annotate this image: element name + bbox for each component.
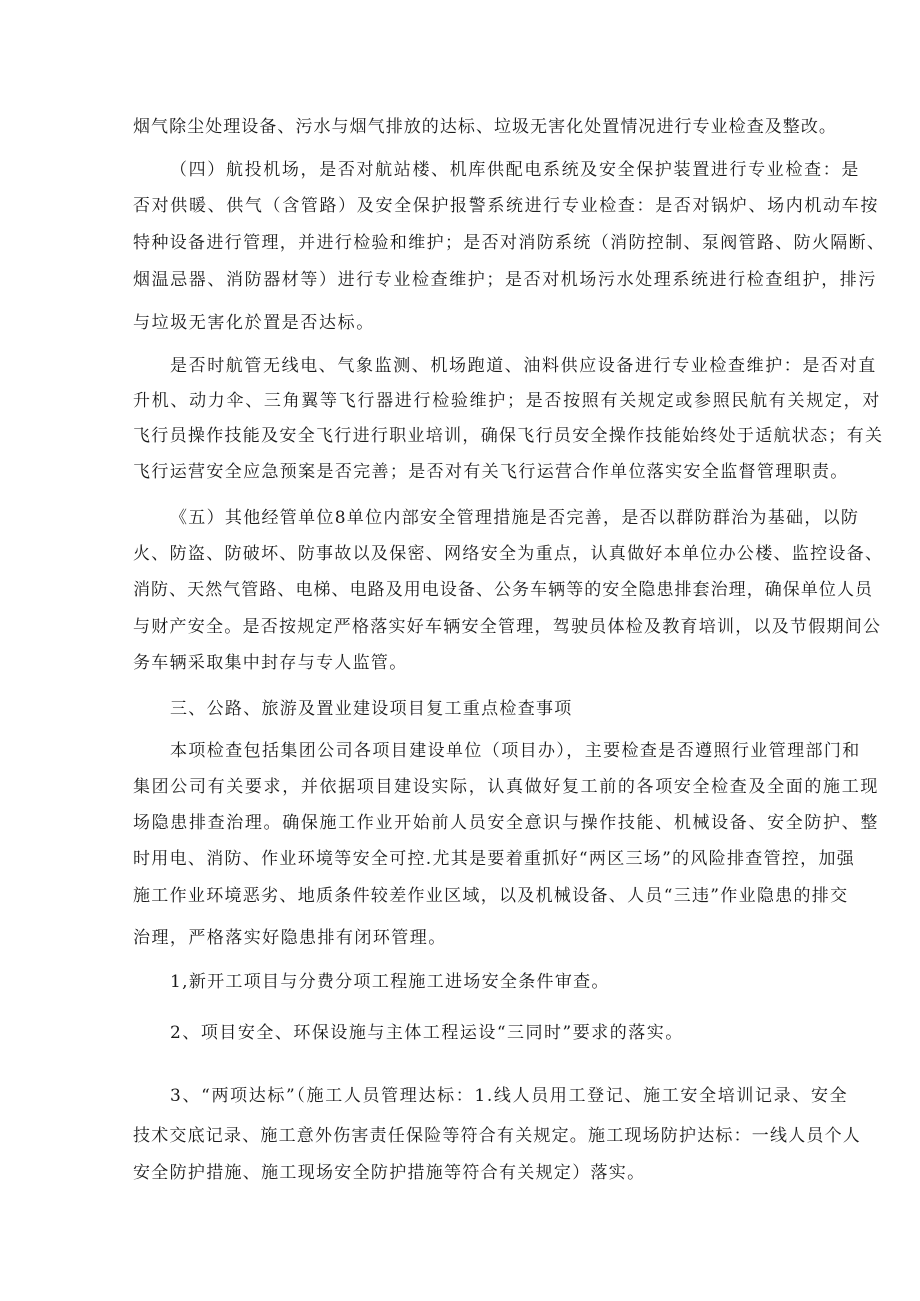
- paragraph-line: 施工作业环境恶劣、地质条件较差作业区域，以及机械设备、人员“三违”作业隐患的排交: [133, 886, 849, 906]
- paragraph-line: 本项检查包括集团公司各项目建设单位（项目办），主要检查是否遵照行业管理部门和: [170, 741, 861, 761]
- paragraph-line: 否对供暖、供气（含管路）及安全保护报警系统进行专业检查：是否对锅炉、场内机动车按: [133, 196, 879, 216]
- paragraph-line: 特种设备进行管理，并进行检验和维护；是否对消防系统（消防控制、泵阀管路、防火隔断、: [133, 233, 886, 253]
- paragraph-line: 飞行员操作技能及安全飞行进行职业培训，确保飞行员安全操作技能始终处于适航状态；有关: [133, 426, 884, 446]
- list-item: 1,新开工项目与分费分项工程施工进场安全条件审查。: [170, 972, 610, 992]
- paragraph-line: 集团公司有关要求，并依据项目建设实际，认真做好复工前的各项安全检查及全面的施工现: [133, 777, 879, 797]
- paragraph-line: 飞行运营安全应急预案是否完善；是否对有关飞行运营合作单位落实安全监督管理职责。: [133, 462, 849, 482]
- section-heading: 三、公路、旅游及置业建设项目复工重点检查事项: [170, 699, 573, 719]
- paragraph-line: 场隐患排查治理。确保施工作业开始前人员安全意识与操作技能、机械设备、安全防护、整: [133, 813, 879, 833]
- paragraph-line: 烟温忌器、消防器材等）进行专业检查维护；是否对机场污水处理系统进行检查组护，排污: [133, 270, 877, 290]
- paragraph-line: 与垃圾无害化於置是否达标。: [133, 313, 375, 333]
- paragraph-line: 烟气除尘处理设备、污水与烟气排放的达标、垃圾无害化处置情况进行专业检查及整改。: [133, 117, 837, 137]
- paragraph-line: 时用电、消防、作业环境等安全可控.尤其是要着重抓好“两区三场”的风险排查管控，加强: [133, 849, 856, 869]
- paragraph-line: 火、防盗、防破坏、防事故以及保密、网络安全为重点，认真做好本单位办公楼、监控设备、: [133, 544, 884, 564]
- paragraph-line: 与财产安全。是否按规定严格落实好车辆安全管理，驾驶员体检及教育培训，以及节假期间公: [133, 617, 882, 637]
- list-item: 2、项目安全、环保设施与主体工程运设“三同时”要求的落实。: [170, 1023, 684, 1043]
- paragraph-line: 《五）其他经管单位8单位内部安全管理措施是否完善，是否以群防群治为基础，以防: [170, 508, 860, 528]
- paragraph-line: 技术交底记录、施工意外伤害责任保险等符合有关规定。施工现场防护达标：一线人员个人: [133, 1126, 861, 1146]
- paragraph-line: 治理，严格落实好隐患排有闭环管理。: [133, 928, 447, 948]
- list-item: 3、“两项达标”（施工人员管理达标：1.线人员用工登记、施工安全培训记录、安全: [170, 1086, 849, 1106]
- paragraph-line: 安全防护措施、施工现场安全防护措施等符合有关规定）落实。: [133, 1163, 646, 1183]
- paragraph-line: 消防、天然气管路、电梯、电路及用电设备、公务车辆等的安全隐患排套治理，确保单位人员: [133, 580, 874, 600]
- paragraph-line: 升机、动力伞、三角翼等飞行器进行检验维护；是否按照有关规定或参照民航有关规定，对: [133, 391, 881, 411]
- paragraph-line: 务车辆采取集中封存与专人监管。: [133, 653, 408, 673]
- paragraph-line: 是否时航管无线电、气象监测、机场跑道、油料供应设备进行专业检查维护：是否对直: [170, 356, 877, 376]
- paragraph-line: （四）航投机场，是否对航站楼、机库供配电系统及安全保护装置进行专业检查：是: [170, 160, 861, 180]
